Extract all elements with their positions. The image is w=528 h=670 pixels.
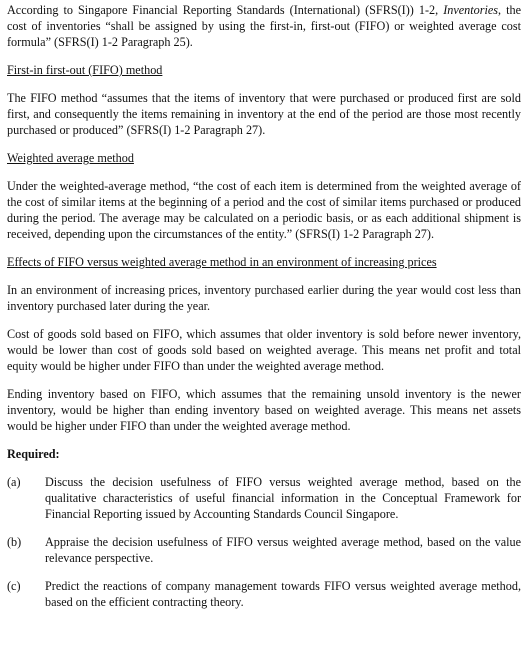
question-a-text: Discuss the decision usefulness of FIFO versus weighted average method, based on the qualitative characteristics of useful financial information in the Conceptual Framework for Financial Reporting issued by Accounting Standards Council Singapore. bbox=[45, 475, 521, 521]
intro-italic-standard-name: Inventories bbox=[443, 3, 499, 17]
question-b-label: (b) bbox=[7, 535, 22, 549]
effects-paragraph-1: In an environment of increasing prices, inventory purchased earlier during the year would cost less than inventory purchased later during the year. bbox=[7, 283, 521, 313]
intro-paragraph bbox=[7, 2, 521, 50]
effects-paragraph-3: Ending inventory based on FIFO, which assumes that the remaining unsold inventory is the newer inventory, would be higher than ending inventory based on weighted average. This means net assets would be higher under FIFO than under the weighted average method. bbox=[7, 387, 521, 433]
intro-text-end: , the cost of inventories “shall be assigned by using the first-in, first-out (FIFO) or weighted average cost formula” (SFRS(I) 1-2 Paragraph 25). bbox=[7, 3, 521, 49]
fifo-paragraph: The FIFO method “assumes that the items of inventory that were purchased or produced first are sold first, and consequently the items remaining in inventory at the end of the period are those most recently purchased or produced” (SFRS(I) 1-2 Paragraph 27). bbox=[7, 91, 521, 137]
effects-heading: Effects of FIFO versus weighted average method in an environment of increasing prices bbox=[7, 255, 437, 269]
question-c-label: (c) bbox=[7, 579, 21, 593]
question-a-label: (a) bbox=[7, 475, 21, 489]
weighted-average-paragraph: Under the weighted-average method, “the cost of each item is determined from the weighted average of the cost of similar items at the beginning of a period and the cost of similar items purchased or produced during the period. The average may be calculated on a periodic basis, or as each additional shipment is received, depending upon the circumstances of the entity.” (SFRS(I) 1-2 Paragraph 27). bbox=[7, 179, 521, 241]
question-c bbox=[7, 578, 521, 610]
question-b bbox=[7, 534, 521, 566]
weighted-average-heading: Weighted average method bbox=[7, 151, 134, 165]
question-b-text: Appraise the decision usefulness of FIFO versus weighted average method, based on the value relevance perspective. bbox=[45, 535, 521, 565]
question-c-text: Predict the reactions of company management towards FIFO versus weighted average method, based on the efficient contracting theory. bbox=[45, 579, 521, 609]
question-a bbox=[7, 474, 521, 522]
intro-text-start: According to Singapore Financial Reporting Standards (International) (SFRS(I)) 1-2, bbox=[7, 3, 444, 17]
effects-paragraph-2: Cost of goods sold based on FIFO, which assumes that older inventory is sold before newer inventory, would be lower than cost of goods sold based on weighted average. This means net profit and total equity would be higher under FIFO than under the weighted average method. bbox=[7, 327, 521, 373]
required-heading: Required: bbox=[7, 447, 60, 461]
fifo-heading: First-in first-out (FIFO) method bbox=[7, 63, 163, 77]
